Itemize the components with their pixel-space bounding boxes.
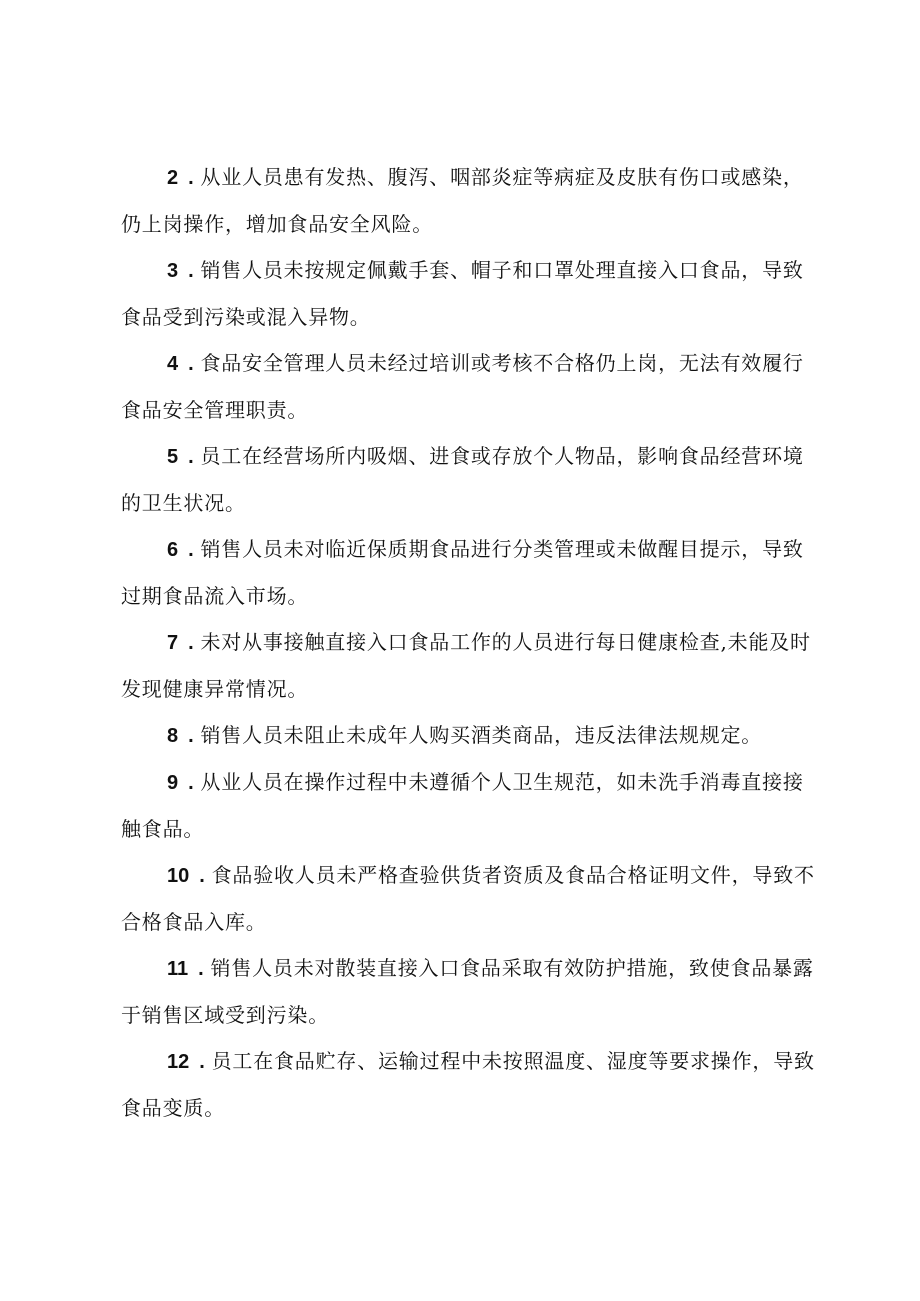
list-item xyxy=(121,1038,821,1131)
list-item xyxy=(121,619,821,712)
item-number: 2 xyxy=(167,167,179,189)
item-separator: . xyxy=(188,167,195,189)
list-item xyxy=(121,945,821,1038)
item-text: 员工在经营场所内吸烟、进食或存放个人物品，影响食品经营环境的卫生状况。 xyxy=(121,444,804,515)
list-item xyxy=(121,712,821,759)
item-text: 未对从事接触直接入口食品工作的人员进行每日健康检查,未能及时发现健康异常情况。 xyxy=(121,630,811,701)
list-item xyxy=(121,759,821,852)
item-text: 销售人员未阻止未成年人购买酒类商品，违反法律法规规定。 xyxy=(200,723,763,747)
item-text: 从业人员患有发热、腹泻、咽部炎症等病症及皮肤有伤口或感染，仍上岗操作，增加食品安全风险。 xyxy=(121,165,804,236)
item-number: 9 xyxy=(167,772,179,794)
item-text: 销售人员未对散装直接入口食品采取有效防护措施，致使食品暴露于销售区域受到污染。 xyxy=(121,956,814,1027)
item-separator: . xyxy=(188,539,195,561)
item-separator: . xyxy=(188,632,195,654)
item-text: 食品安全管理人员未经过培训或考核不合格仍上岗，无法有效履行食品安全管理职责。 xyxy=(121,351,804,422)
item-separator: . xyxy=(199,1051,206,1073)
item-number: 10 xyxy=(167,865,190,887)
item-separator: . xyxy=(188,446,195,468)
item-separator: . xyxy=(188,353,195,375)
item-separator: . xyxy=(198,958,205,980)
item-number: 4 xyxy=(167,353,179,375)
item-text: 销售人员未按规定佩戴手套、帽子和口罩处理直接入口食品，导致食品受到污染或混入异物。 xyxy=(121,258,804,329)
item-number: 8 xyxy=(167,725,179,747)
list-item xyxy=(121,852,821,945)
item-text: 食品验收人员未严格查验供货者资质及食品合格证明文件，导致不合格食品入库。 xyxy=(121,863,815,934)
item-number: 11 xyxy=(167,958,189,980)
item-separator: . xyxy=(188,260,195,282)
item-text: 销售人员未对临近保质期食品进行分类管理或未做醒目提示，导致过期食品流入市场。 xyxy=(121,537,804,608)
numbered-list xyxy=(121,154,821,1131)
list-item xyxy=(121,433,821,526)
item-number: 7 xyxy=(167,632,179,654)
list-item xyxy=(121,247,821,340)
item-separator: . xyxy=(188,725,195,747)
item-separator: . xyxy=(188,772,195,794)
list-item xyxy=(121,340,821,433)
list-item xyxy=(121,154,821,247)
list-item xyxy=(121,526,821,619)
item-number: 12 xyxy=(167,1051,190,1073)
item-number: 3 xyxy=(167,260,179,282)
item-separator: . xyxy=(199,865,206,887)
item-number: 5 xyxy=(167,446,179,468)
item-number: 6 xyxy=(167,539,179,561)
item-text: 员工在食品贮存、运输过程中未按照温度、湿度等要求操作，导致食品变质。 xyxy=(121,1049,815,1120)
item-text: 从业人员在操作过程中未遵循个人卫生规范，如未洗手消毒直接接触食品。 xyxy=(121,770,804,841)
